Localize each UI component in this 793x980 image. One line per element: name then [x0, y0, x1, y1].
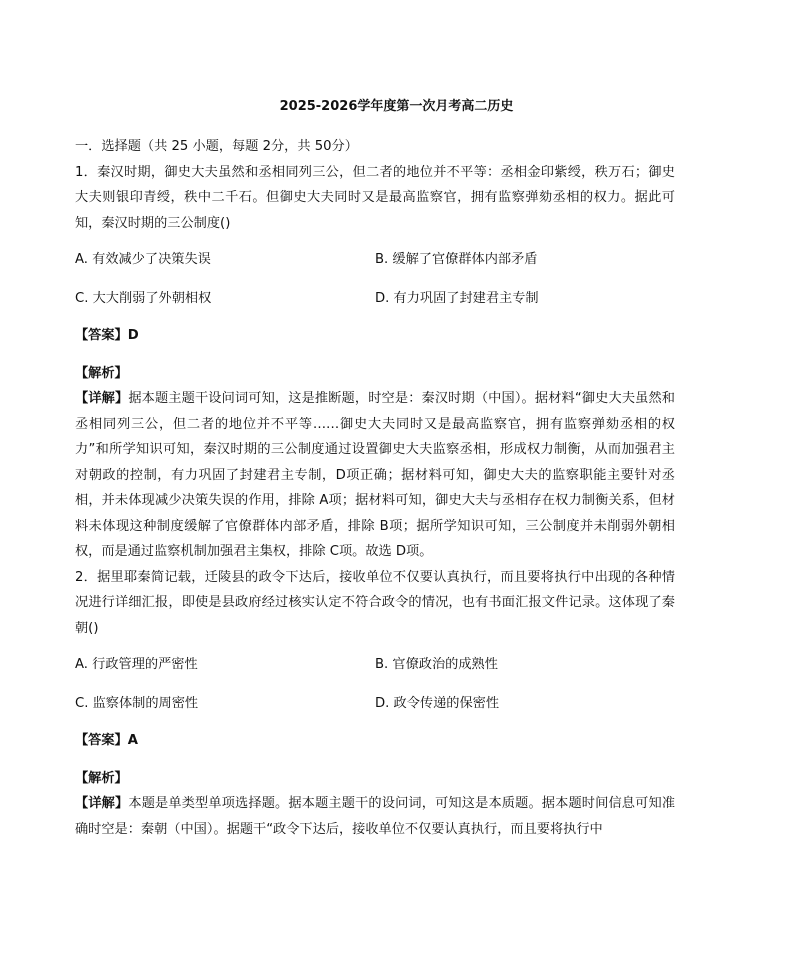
detail-text: 本题是单类型单项选择题。据本题主题干的设问词，可知这是本质题。据本题时间信息可知准确时空是：秦朝（中国）。据题干“政令下达后，接收单位不仅要认真执行，而且要将执行中 — [75, 796, 676, 837]
document-body — [75, 134, 675, 842]
detail-text: 据本题主题干设问词可知，这是推断题，时空是：秦汉时期（中国）。据材料“御史大夫虽然和丞相同列三公，但二者的地位并不平等……御史大夫同时又是最高监察官，拥有监察弹劾丞相的权力”和所学知识可知，秦汉时期的三公制度通过设置御史大夫监察丞相，形成权力制衡，从而加强君主对朝政的控制，有力巩固了封建君主专制，D项正确；据材料可知，御史大夫的监察职能主要针对丞相，并未体现减少决策失误的作用，排除 A项；据材料可知，御史大夫与丞相存在权力制衡关系，但材料未体现这种制度缓解了官僚群体内部矛盾，排除 B项；据所学知识可知，三公制度并未削弱外朝相权，而是通过监察机制加强君主集权，排除 C项。故选 D项。 — [75, 391, 675, 559]
question-stem: 2．据里耶秦简记载，迁陵县的政令下达后，接收单位不仅要认真执行，而且要将执行中出现的各种情况进行详细汇报，即使是县政府经过核实认定不符合政令的情况，也有书面汇报文件记录。这体现了秦朝() — [75, 569, 675, 636]
option-b: B. 缓解了官僚群体内部矛盾 — [375, 252, 538, 267]
answer-label: 【答案】 — [75, 328, 128, 343]
option-c: C. 大大削弱了外朝相权 — [75, 290, 212, 306]
section-heading: 一．选择题（共 25 小题，每题 2分，共 50分） — [75, 139, 358, 154]
analysis-label: 【解析】 — [75, 365, 128, 381]
detail-paragraph — [75, 386, 675, 565]
question-stem: 1．秦汉时期，御史大夫虽然和丞相同列三公，但二者的地位并不平等：丞相金印紫绶，秩万石；御史大夫则银印青绶，秩中二千石。但御史大夫同时又是最高监察官，拥有监察弹劾丞相的权力。据此可知，秦汉时期的三公制度() — [75, 164, 675, 231]
option-b: B. 官僚政治的成熟性 — [375, 657, 498, 672]
option-c: C. 监察体制的周密性 — [75, 695, 199, 711]
document-title: 2025-2026学年度第一次月考高二历史 — [279, 99, 514, 114]
answer-value: A — [127, 733, 138, 748]
answer-label: 【答案】 — [75, 733, 128, 748]
answer-value: D — [127, 328, 139, 343]
options-row — [75, 247, 675, 273]
option-d: D. 政令传递的保密性 — [375, 695, 500, 711]
detail-paragraph — [75, 791, 675, 842]
options-row — [75, 286, 675, 312]
detail-label: 【详解】 — [75, 796, 129, 811]
option-d: D. 有力巩固了封建君主专制 — [375, 290, 539, 306]
options-row — [75, 652, 675, 678]
option-a: A. 行政管理的严密性 — [75, 657, 198, 672]
option-a: A. 有效减少了决策失误 — [75, 252, 211, 267]
answer-line — [75, 728, 675, 754]
answer-line — [75, 323, 675, 349]
analysis-label: 【解析】 — [75, 770, 128, 786]
detail-label: 【详解】 — [75, 391, 129, 406]
options-row — [75, 691, 675, 717]
